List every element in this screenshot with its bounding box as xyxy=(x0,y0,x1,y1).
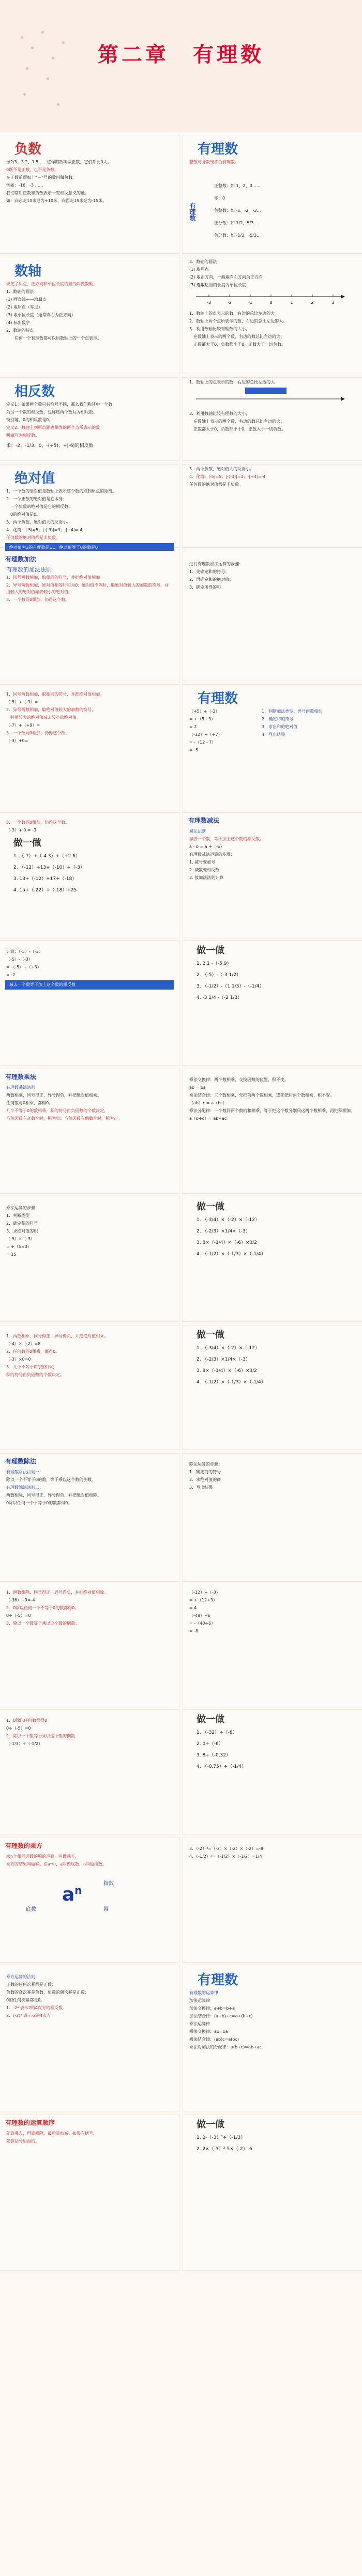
text-line: = （-5）+（+3） xyxy=(6,965,41,969)
exercise-item: 2. 0÷（-6） xyxy=(197,1741,223,1747)
slide-title: 有理数减法 xyxy=(188,817,220,824)
text-line: 1．数轴的画法 xyxy=(6,289,34,294)
text-line: 进行有理数加法运算的步骤： xyxy=(189,562,243,566)
exercise-item: 2. （-12）+13+（-10）+（-3） xyxy=(13,865,85,870)
text-line: 3．两个负数，绝对值大的反而小。 xyxy=(189,467,254,471)
text-line: a（b+c）= ab+ac xyxy=(189,1116,227,1121)
tree-root: 有理数 xyxy=(189,203,196,221)
slide-title: 有理数 xyxy=(198,691,238,706)
slide-multiplication-practice xyxy=(183,1197,362,1321)
text-line: 3．确定所得的和。 xyxy=(189,585,225,590)
text-line: 2．(-2)⁴ 表示-2的4次方 xyxy=(6,2013,51,2018)
text-line: ab = ba xyxy=(189,1085,206,1090)
text-line: 1．先确定和的符号； xyxy=(189,569,230,574)
text-line: 乘法交换律：ab=ba xyxy=(189,2029,228,2034)
exercise-item: 3. 13+（-12）+17+（-18） xyxy=(13,876,77,882)
text-line: = -8 xyxy=(189,1629,199,1633)
text-line: 3．利用数轴比较有理数的大小， xyxy=(189,411,250,416)
tick-label: -3 xyxy=(207,300,211,305)
text-line: a - b = a +（-b） xyxy=(189,844,224,849)
text-line: 1．数轴上的点表示的数，右边的总比左边的大 xyxy=(189,311,275,316)
exercise-item: 3. 8÷（-0.32） xyxy=(197,1753,231,1758)
slide-title: 有理数加法 xyxy=(5,556,37,563)
text-line: 0既不是正数，也不是负数。 xyxy=(6,167,59,172)
text-line: （-12）+（+7） xyxy=(189,732,222,737)
slide-division-practice xyxy=(183,1710,362,1834)
exercise-item: 4. 15+（-22）+（-18）+25 xyxy=(13,888,77,893)
slide-absolute-value xyxy=(0,465,179,550)
text-line: 乘法运算的步骤： xyxy=(6,1206,39,1210)
text-line: 在数轴上表示的两个数，右边的数总比左边的大； xyxy=(189,419,284,424)
exercise-item: 1. （-7）+（-4.3）+（+2.6） xyxy=(13,854,80,859)
text-line: 1．确定商的符号 xyxy=(189,1470,221,1474)
text-line: （-5）×（-3） xyxy=(6,1237,35,1241)
cover-slide xyxy=(0,0,362,132)
text-line: 3．一个数同0相加，仍得这个数。 xyxy=(6,731,70,735)
text-line: 几个不等于0的数相乘，积的符号由负因数的个数决定， xyxy=(6,1108,109,1113)
text-line: 求n个相同因数的积的运算，叫做乘方， xyxy=(6,1854,80,1859)
text-line: 2．异号两数相加，取绝对值较大的加数的符号， xyxy=(6,707,96,712)
slide-power xyxy=(0,1838,179,1962)
text-line: 正数都大于0，负数都小于0，正数大于一切负数。 xyxy=(189,342,286,347)
text-line: （-1/3）÷（-1/2） xyxy=(6,1741,43,1746)
text-line: 减法法则 xyxy=(189,829,206,834)
exercise-item: 2. 2×（-3）²-5×（-2）-6 xyxy=(197,2147,252,2152)
text-line: 规定了原点、正方向和单位长度的直线叫做数轴。 xyxy=(6,282,97,286)
slide-power-rules xyxy=(0,1966,179,2111)
text-line: 有理数减法运算的步骤： xyxy=(189,852,235,857)
text-line: 3．数轴的画法 xyxy=(189,259,217,264)
text-line: 两数相乘，同号得正，异号得负，并把绝对值相乘。 xyxy=(6,1093,101,1098)
text-line: 1．一个数的绝对值是数轴上表示这个数的点到原点的距离。 xyxy=(6,489,117,493)
text-line: 积的符号由负因数的个数决定。 xyxy=(6,1372,64,1377)
text-line: 任何数的绝对值都是非负数。 xyxy=(6,535,60,540)
slide-final-practice xyxy=(183,2115,362,2270)
exercise-item: 4. -3 1/4 -（-2 1/3） xyxy=(197,995,243,1000)
text-line: 乘法交换律：两个数相乘，交换因数的位置，积不变。 xyxy=(189,1077,289,1082)
slide-multiplication-laws xyxy=(183,1069,362,1193)
exponent-label: 指数 xyxy=(103,1881,114,1887)
text-line: 0÷（-5）=0 xyxy=(6,1726,31,1731)
highlight-box: 绝对值为1的有理数是±1，绝对值等于0的数是0 xyxy=(5,543,174,552)
text-line: 0的绝对值是0。 xyxy=(6,512,41,517)
exercise-heading: 做一做 xyxy=(197,1714,224,1725)
text-line: 2．异号两数相加，绝对值相等时和为0；绝对值不等时，取绝对值较大的加数的符号，并用较大的绝对值减去较小的绝对值。 xyxy=(6,583,169,594)
text-line: （+5）+（-3） xyxy=(189,709,220,714)
exercise-item: 2. （-5）-（-3 1/2） xyxy=(197,973,241,978)
text-line: 3．求绝对值的积 xyxy=(6,1229,38,1233)
slide-number-line-example xyxy=(183,378,362,460)
text-line: 2．再确定和的绝对值； xyxy=(189,577,234,582)
text-line: = -2 xyxy=(6,973,16,977)
text-line: 先算乘方，再算乘除，最后算加减；如果有括号， xyxy=(6,2131,97,2136)
slide-subtraction xyxy=(183,813,362,937)
text-line: 2．一个正数的绝对值是它本身； xyxy=(6,497,67,501)
tree-item: 正整数：如 1、2、3…… xyxy=(214,183,261,188)
slide-operation-order xyxy=(0,2115,179,2270)
text-line: 3．两个负数，绝对值大的反而小。 xyxy=(6,520,71,525)
slide-multiplication-rules xyxy=(0,1325,179,1449)
slide-title: 相反数 xyxy=(14,384,55,399)
slide-division-examples xyxy=(0,1710,179,1834)
slide-subtraction-example xyxy=(0,941,179,1065)
text-line: 2. 减数变相反数 xyxy=(189,868,220,872)
text-line: 加法结合律：(a+b)+c=a+(b+c) xyxy=(189,2014,253,2018)
text-line: 1．判断类型 xyxy=(6,1213,30,1218)
slide-title: 绝对值 xyxy=(14,471,55,486)
text-line: （-5）+（-3）= xyxy=(6,700,38,704)
slide-number-line xyxy=(0,257,179,374)
slide-multiplication-practice-2 xyxy=(183,1325,362,1449)
number-line-diagram xyxy=(193,289,349,307)
text-line: 0的任何次幂都是0。 xyxy=(6,1998,45,2002)
slide-division-rules xyxy=(0,1582,179,1706)
text-line: 4．写出结果 xyxy=(262,732,285,737)
text-line: 3. 按加法法则计算 xyxy=(189,875,224,880)
text-line: 加法运算律 xyxy=(189,1998,210,2003)
text-line: 3．除以一个数等于乘以这个数的倒数。 xyxy=(6,1621,80,1626)
text-line: 3．（-2）³=（-2）×（-2）×（-2）=-8 xyxy=(189,1846,263,1851)
text-line: （-3）+0= xyxy=(6,738,28,743)
slide-absolute-value-2 xyxy=(183,465,362,547)
text-line: 3．几个不等于0的数相乘， xyxy=(6,1365,57,1369)
text-line: 定义2：数轴上到原点距离相等的两个点所表示的数 xyxy=(6,425,100,430)
text-line: 1．两数相乘，同号得正，异号得负，并把绝对值相乘。 xyxy=(6,1334,109,1338)
highlight-box: 减去一个数等于加上这个数的相反数 xyxy=(5,980,174,990)
power-expression: $a^n$ xyxy=(62,1884,82,1905)
text-line: 先算括号里面的。 xyxy=(6,2139,39,2143)
text-line: 3．利用数轴比较有理数的大小， xyxy=(189,327,250,331)
text-line: 正数都大于0，负数都小于0，正数大于一切负数。 xyxy=(189,427,286,431)
text-line: （ab）c = a（bc） xyxy=(189,1101,227,1105)
base-label: 底数 xyxy=(26,1907,36,1912)
tick-label: 0 xyxy=(269,300,273,305)
text-line: (3) 选取适当的长度为单位长度 xyxy=(189,283,246,287)
text-line: 当负因数有奇数个时，积为负；当负因数有偶数个时，积为正。 xyxy=(6,1116,122,1121)
slide-addition xyxy=(0,551,179,681)
slide-division-worked xyxy=(183,1582,362,1706)
text-line: 4．化简：|-5|=5；|-(-3)|=3；-|+4|=-4 xyxy=(6,528,83,532)
text-line: 为另一个数的相反数，也称这两个数互为相反数。 xyxy=(6,410,97,414)
text-line: 2．确定和的符号 xyxy=(262,717,294,721)
text-line: 2．求绝对值的商 xyxy=(189,1477,221,1482)
text-line: 1．-2⁴ 表示2的4次方的相反数 xyxy=(6,2006,63,2010)
text-line: = -（48÷6） xyxy=(189,1621,216,1626)
text-line: 我们常用正数和负数表示一些相反意义的量。 xyxy=(6,191,89,195)
text-line: = +（5 - 3） xyxy=(189,717,216,721)
text-line: 除法运算的步骤： xyxy=(189,1462,222,1467)
tree-item: 负分数：如 -1/2，-5/3… xyxy=(214,233,261,238)
text-line: 2．任何数同0相乘，都得0。 xyxy=(6,1349,60,1354)
text-line: 乘法结合律：(ab)c=a(bc) xyxy=(189,2037,239,2042)
text-line: （-7）+（+9）= xyxy=(6,723,40,728)
text-line: 2．0除以任何一个不等于0的数都得0。 xyxy=(6,1606,79,1610)
exercise-item: 1. （-3/4）×（-2）×（-12） xyxy=(197,1346,260,1351)
text-line: 如：向东走10米记为+10米，向西走15米记为-15米。 xyxy=(6,198,107,203)
tree-item: 零：0 xyxy=(214,196,225,200)
text-line: 3．一个数同0相加，仍得这个数。 xyxy=(6,820,70,825)
text-line: 例如：-16，-3 …… xyxy=(6,183,43,188)
text-line: 乘法对加法的分配律：a(b+c)=ab+ac xyxy=(189,2045,262,2049)
tree-item: 正分数：如 1/2，5/3 … xyxy=(214,221,259,225)
text-line: (2) 取原点（零点） xyxy=(6,305,42,310)
text-line: = -5 xyxy=(189,748,199,752)
slide-number-line-draw xyxy=(183,257,362,374)
slide-title: 负数 xyxy=(14,142,42,157)
slide-multiplication xyxy=(0,1069,179,1193)
text-line: 4．（-1/2）²=（-1/2）×（-1/2）=1/4 xyxy=(189,1854,262,1859)
slide-opposite-numbers xyxy=(0,378,179,460)
tick-label: -2 xyxy=(228,300,232,305)
text-line: 乘法结合律：三个数相乘，先把前两个数相乘，或先把后两个数相乘，积不变。 xyxy=(189,1093,334,1098)
tick-label: 1 xyxy=(290,300,293,305)
text-line: 0除以任何一个不等于0的数都得0。 xyxy=(6,1501,72,1505)
text-line: 计算：（-5）-（-3） xyxy=(6,949,43,954)
text-line: （-5）-（-3） xyxy=(6,957,33,962)
slide-title: 有理数 xyxy=(198,1972,238,1988)
text-line: 负数的奇次幂是负数，负数的偶次幂是正数； xyxy=(6,1990,89,1995)
text-line: = 15 xyxy=(6,1252,17,1257)
text-line: 1. 减号变加号 xyxy=(189,860,216,865)
text-line: = +（12÷3） xyxy=(189,1598,217,1602)
tick-label: -1 xyxy=(248,300,252,305)
text-line: 有理数除法法则一： xyxy=(6,1470,43,1474)
text-line: 2．数轴的特点 xyxy=(6,328,34,333)
text-line: 任何数的绝对值都是非负数。 xyxy=(189,482,243,487)
power-label: 幂 xyxy=(103,1907,109,1912)
text-line: 像2/3、3.2、1.5……这样的数叫做正数，它们都比0大。 xyxy=(6,160,112,164)
slide-division-steps xyxy=(183,1454,362,1578)
text-line: 求：-2、-1/3、0、-(+5)、+|-6|的相反数 xyxy=(6,443,94,449)
text-line: 整数与分数统称为有理数。 xyxy=(189,160,239,164)
text-line: 1．两数相除，同号得正，异号得负，并把绝对值相除。 xyxy=(6,1590,109,1595)
exercise-heading: 做一做 xyxy=(197,1330,224,1340)
text-line: (1) 画直线——取原点 xyxy=(6,297,47,302)
text-line: 叫做互为相反数。 xyxy=(6,433,39,438)
text-line: 有理数的运算律 xyxy=(189,1991,218,1995)
text-line: = 4 xyxy=(189,1606,197,1610)
exercise-item: 1. （-3/4）×（-2）×（-12） xyxy=(197,1217,260,1223)
text-line: (4) 标出数字 xyxy=(6,320,30,325)
exercise-item: 1. 2.1 -（-5.9） xyxy=(197,961,232,966)
text-line: 在正数前面加上“－”号的数叫做负数。 xyxy=(6,175,77,180)
exercise-item: 4. （-1/2）×（-1/3）×（-1/4） xyxy=(197,1380,266,1385)
text-line: (1) 取原点 xyxy=(189,267,209,272)
text-line: 两数相除，同号得正，异号得负，并把绝对值相除。 xyxy=(6,1493,101,1498)
text-line: 2．除以一个数等于乘以这个数的倒数 xyxy=(6,1734,76,1738)
text-line: 乘方的结果叫做幂。在aⁿ中，a叫做底数，n叫做指数。 xyxy=(6,1862,107,1867)
exercise-item: 1. 2-（-3）²÷（-1/3） xyxy=(197,2135,246,2140)
slide-addition-worked xyxy=(183,685,362,809)
exercise-item: 4. （-0.75）÷（-1/4） xyxy=(197,1764,247,1769)
slide-addition-steps xyxy=(183,551,362,681)
text-line: 加法交换律：a+b=b+a xyxy=(189,2006,235,2011)
text-line: 1．0除以任何数都得0 xyxy=(6,1718,48,1723)
text-line: （-48）÷6 xyxy=(189,1613,210,1618)
tick-label: 2 xyxy=(311,300,314,305)
slide-title: 有理数的运算顺序 xyxy=(5,2119,55,2126)
text-line: 有理数除法法则二： xyxy=(6,1485,43,1490)
text-line: 2．数轴上两个点所表示的数，右边的总比左边的大。 xyxy=(189,319,288,323)
slide-addition-practice xyxy=(0,813,179,937)
exercise-heading: 做一做 xyxy=(197,1201,224,1212)
text-line: 在数轴上表示的两个数，右边的数总比左边的大； xyxy=(189,334,284,339)
text-line: 正数的任何次幂都是正数； xyxy=(6,1982,56,1987)
exercise-heading: 做一做 xyxy=(197,2119,224,2130)
exercise-item: 3. 8×（-1/4）×（-6）×3/2 xyxy=(197,1368,257,1374)
text-line: 任何数与0相乘，都得0。 xyxy=(6,1101,53,1105)
power-diagram xyxy=(0,1869,179,1931)
text-line: 并用较大的绝对值减去较小的绝对值。 xyxy=(6,715,81,720)
exercise-item: 3. 8×（-1/4）×（-6）×3/2 xyxy=(197,1240,257,1245)
exercise-item: 2. （-2/3）×1/4×（-3） xyxy=(197,1357,250,1362)
slide-addition-examples xyxy=(0,685,179,809)
text-line: 4．化简：|-5|=5；|-(-3)|=3；-|+4|=-4 xyxy=(189,474,266,479)
slide-multiplication-steps xyxy=(0,1197,179,1321)
exercise-item: 4. （-1/2）×（-1/3）×（-1/4） xyxy=(197,1252,266,1257)
exercise-item: 3. （-1/2）-（1 1/3）-（-1/4） xyxy=(197,984,264,989)
text-line: （-3）×0=0 xyxy=(6,1357,31,1362)
slide-power-examples xyxy=(183,1838,362,1962)
text-line: = 2 xyxy=(189,724,197,729)
text-line: 1．同号两数相加，取相同的符号，并把绝对值相加。 xyxy=(6,575,104,580)
number-line-diagram xyxy=(193,387,349,407)
text-line: 定义1：如果两个数只有符号不同，那么我们称其中一个数 xyxy=(6,402,113,407)
tick-label: 3 xyxy=(331,300,335,305)
text-line: 乘法分配律：一个数同两个数的和相乘，等于把这个数分别同这两个数相乘，再把积相加。 xyxy=(189,1108,355,1113)
text-line: = -（12 - 7） xyxy=(189,740,216,745)
text-line: 1．数轴上的点表示的数，右边的总比左边的大 xyxy=(189,380,275,384)
slide-rational-numbers xyxy=(183,135,362,253)
text-line: 2．确定积的符号 xyxy=(6,1221,38,1226)
slide-title: 数轴 xyxy=(14,264,42,279)
slide-title: 有理数 xyxy=(198,142,238,157)
text-line: （-3）+ 0 = -3 xyxy=(6,828,37,832)
text-line: = +（5×3） xyxy=(6,1244,32,1249)
text-line: 有理数乘法法则 xyxy=(6,1085,35,1090)
text-line: 减去一个数，等于加上这个数的相反数。 xyxy=(189,837,264,841)
slide-title: 有理数除法 xyxy=(5,1458,37,1465)
text-line: (3) 取单位长度（通常向右为正方向） xyxy=(6,313,76,317)
slide-division xyxy=(0,1454,179,1578)
text-line: 乘方运算的法则： xyxy=(6,1975,39,1979)
text-line: 3．求出和的绝对值 xyxy=(262,724,298,729)
text-line: 1．判断加法类型：异号两数相加 xyxy=(262,709,323,714)
text-line: 3．一个数同0相加，仍得这个数。 xyxy=(6,597,70,602)
text-line: 特别地，0的相反数是0。 xyxy=(6,418,53,422)
exercise-heading: 做一做 xyxy=(197,945,224,956)
exercise-item: 1. （-32）÷（-8） xyxy=(197,1730,237,1735)
text-line: （-4）×（-2）=8 xyxy=(6,1341,41,1346)
text-line: （-36）÷9=-4 xyxy=(6,1598,35,1602)
text-line: 除以一个不等于0的数，等于乘以这个数的倒数。 xyxy=(6,1477,96,1482)
exercise-item: 2. （-2/3）×1/4×（-3） xyxy=(197,1229,250,1234)
classification-tree xyxy=(214,180,261,242)
text-line: 0÷（-5）=0 xyxy=(6,1613,31,1618)
slide-subtraction-practice xyxy=(183,941,362,1065)
slide-negative-numbers xyxy=(0,135,179,253)
exercise-heading: 做一做 xyxy=(13,838,41,849)
text-line: 1．同号两数相加，取相同的符号，并把绝对值相加。 xyxy=(6,692,104,697)
chapter-title: 第二章 有理数 xyxy=(98,42,264,67)
text-line: 任何一个有理数都可以用数轴上的一个点表示。 xyxy=(6,336,101,341)
text-line: 3．写出结果 xyxy=(189,1485,213,1490)
text-line: 一个负数的绝对值是它的相反数； xyxy=(6,504,72,509)
tree-item: 负整数：如 -1、-2、-3… xyxy=(214,208,261,213)
text-line: 乘法运算律 xyxy=(189,2022,210,2026)
text-line: （-12）÷（-3） xyxy=(189,1590,220,1595)
slide-operation-laws xyxy=(183,1966,362,2111)
slide-title: 有理数乘法 xyxy=(5,1073,37,1081)
slide-title: 有理数的乘方 xyxy=(5,1842,43,1849)
text-line: 有理数的加法法则 xyxy=(6,566,52,573)
text-line: (2) 取正方向，一般取向右方向为正方向 xyxy=(189,275,263,280)
